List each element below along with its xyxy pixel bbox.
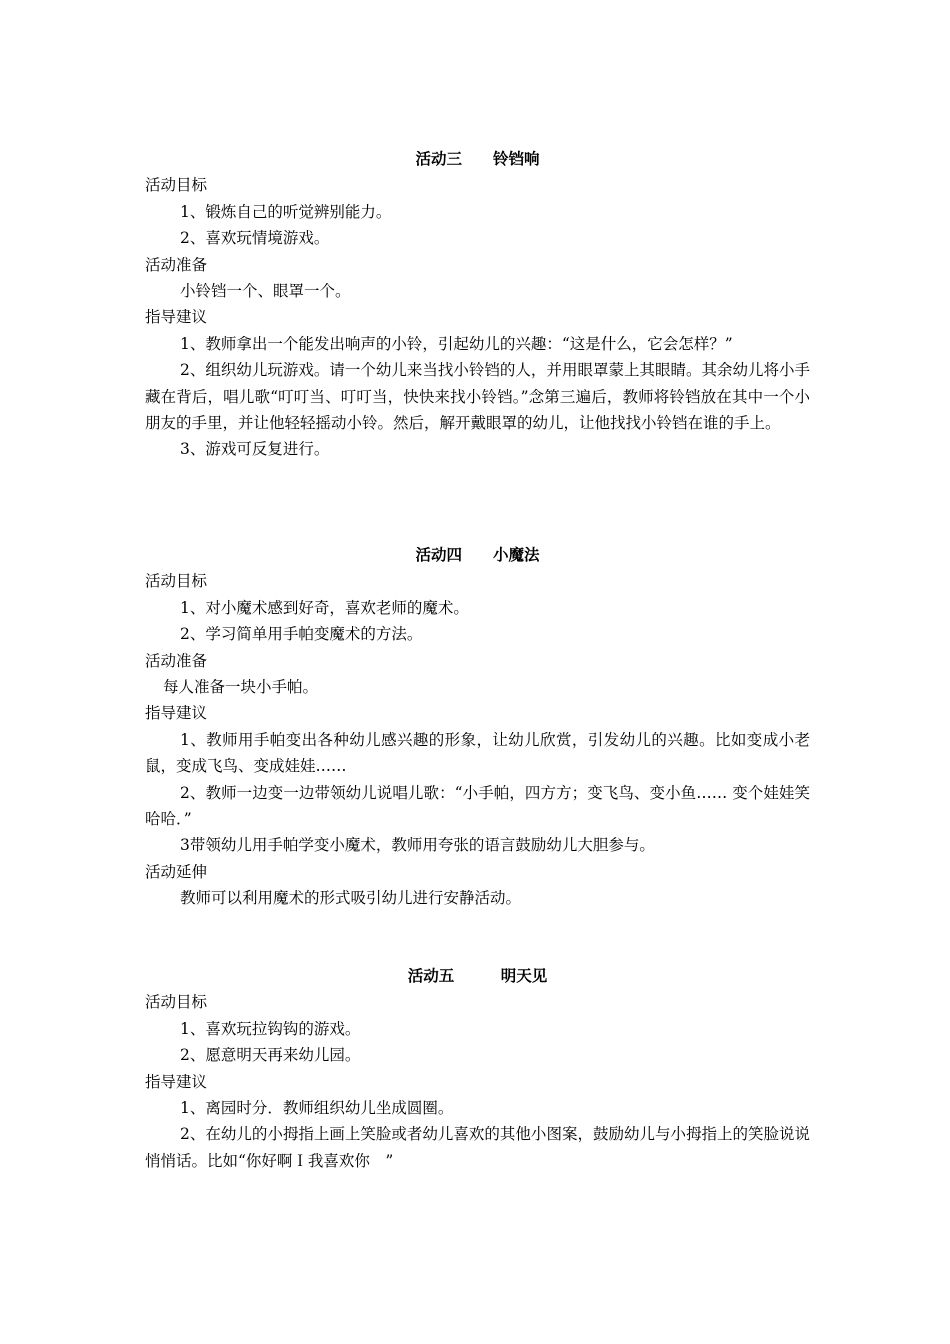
activity-three-prep: 小铃铛一个、眼罩一个。 [180,281,351,300]
activity-five-guide-2: 2、在幼儿的小拇指上画上笑脸或者幼儿喜欢的其他小图案，鼓励幼儿与小拇指上的笑脸说说悄悄话。比如“你好啊Ｉ我喜欢你 ” [145,1125,810,1170]
activity-three-title: 活动三 铃铛响 [415,149,540,168]
activity-five-goal-2: 2、愿意明天再来幼儿园。 [180,1046,361,1065]
activity-four-guide-3: 3带领幼儿用手帕学变小魔术，教师用夸张的语言鼓励幼儿大胆参与。 [180,836,655,855]
activity-five-goal-1: 1、喜欢玩拉钩钩的游戏。 [180,1019,361,1038]
activity-four-prep-heading: 活动准备 [145,651,208,670]
activity-three-guide-heading: 指导建议 [145,308,208,327]
activity-four-ext: 教师可以利用魔术的形式吸引幼儿进行安静活动。 [180,889,522,908]
activity-three-guide-3: 3、游戏可反复进行。 [180,440,330,459]
activity-four-guide-2: 2、教师一边变一边带领幼儿说唱儿歌：“小手帕，四方方；变飞鸟、变小鱼…… 变个娃娃笑哈哈．” [145,783,810,828]
activity-four-section [145,542,810,912]
activity-three-guide-1: 1、教师拿出一个能发出响声的小铃，引起幼儿的兴趣：“这是什么，它会怎样？” [180,334,733,353]
activity-four-title: 活动四 小魔法 [415,545,540,564]
activity-four-ext-heading: 活动延伸 [145,862,208,881]
activity-four-goal-2: 2、学习简单用手帕变魔术的方法。 [180,625,423,644]
activity-three-goal-1: 1、锻炼自己的听觉辨别能力。 [180,202,392,221]
activity-three-goal-2: 2、喜欢玩情境游戏。 [180,229,330,248]
activity-five-goal-heading: 活动目标 [145,993,208,1012]
activity-five-guide-heading: 指导建议 [145,1072,208,1091]
activity-five-section [145,963,810,1174]
activity-three-guide-2: 2、组织幼儿玩游戏。请一个幼儿来当找小铃铛的人，并用眼罩蒙上其眼睛。其余幼儿将小手藏在背后，唱儿歌“叮叮当、叮叮当，快快来找小铃铛。”念第三遍后，教师将铃铛放在其中一个小朋友的手里，并让他轻轻摇动小铃。然后，解开戴眼罩的幼儿，让他找找小铃铛在谁的手上。 [145,361,810,432]
activity-four-prep: 每人准备一块小手帕。 [163,677,319,696]
activity-five-title: 活动五 明天见 [407,966,548,985]
activity-four-goal-heading: 活动目标 [145,572,208,591]
activity-four-goal-1: 1、对小魔术感到好奇，喜欢老师的魔术。 [180,598,469,617]
activity-five-guide-1: 1、离园时分．教师组织幼儿坐成圆圈。 [180,1098,454,1117]
activity-four-guide-1: 1、教师用手帕变出各种幼儿感兴趣的形象，让幼儿欣赏，引发幼儿的兴趣。比如变成小老鼠，变成飞鸟、变成娃娃…… [145,730,810,776]
activity-three-section [145,146,810,463]
activity-three-prep-heading: 活动准备 [145,255,208,274]
activity-four-guide-heading: 指导建议 [145,704,208,723]
activity-three-goal-heading: 活动目标 [145,176,208,195]
